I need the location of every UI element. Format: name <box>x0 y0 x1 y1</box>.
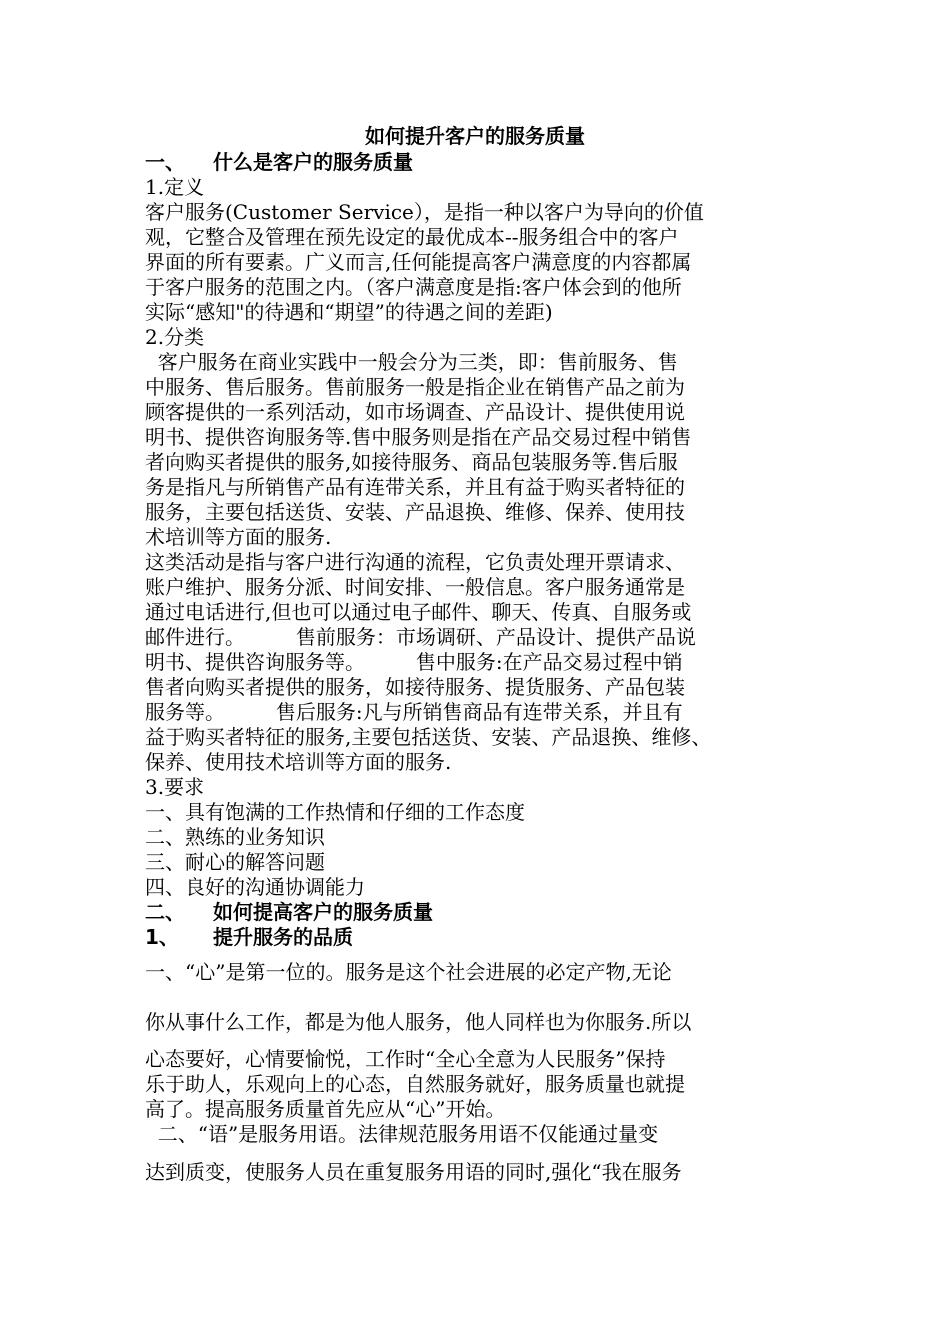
text-line: 邮件进行。 售前服务：市场调研、产品设计、提供产品说 <box>145 625 696 649</box>
list-item: 四、良好的沟通协调能力 <box>145 875 365 899</box>
text-line: 账户维护、服务分派、时间安排、一般信息。客户服务通常是 <box>145 575 685 599</box>
text-line: 明书、提供咨询服务等。 售中服务:在产品交易过程中销 <box>145 650 683 674</box>
text-line: 客户服务(Customer Service），是指一种以客户为导向的价值 <box>145 200 704 224</box>
text-line: 心态要好，心情要愉悦，工作时“全心全意为人民服务”保持 <box>145 1047 666 1071</box>
text-line: 达到质变，使服务人员在重复服务用语的同时,强化“我在服务 <box>145 1160 682 1184</box>
text-line: 高了。提高服务质量首先应从“心”开始。 <box>145 1097 506 1121</box>
section-2-1-title: 提升服务的品质 <box>213 925 353 949</box>
text-line: 观，它整合及管理在预先设定的最优成本--服务组合中的客户 <box>145 225 679 249</box>
text-line: 服务，主要包括送货、安装、产品退换、维修、保养、使用技 <box>145 500 685 524</box>
text-line: 服务等。 售后服务:凡与所销售商品有连带关系，并且有 <box>145 700 683 724</box>
text-line: 术培训等方面的服务. <box>145 525 332 549</box>
section-1-title: 什么是客户的服务质量 <box>213 150 413 174</box>
document-title: 如何提升客户的服务质量 <box>365 124 585 148</box>
list-item: 三、耐心的解答问题 <box>145 850 325 874</box>
text-line: 顾客提供的一系列活动，如市场调查、产品设计、提供使用说 <box>145 400 685 424</box>
sub-heading-definition: 1.定义 <box>145 175 205 199</box>
list-item: 二、熟练的业务知识 <box>145 825 325 849</box>
text-line: 通过电话进行,但也可以通过电子邮件、聊天、传真、自服务或 <box>145 600 692 624</box>
text-line: 于客户服务的范围之内。（客户满意度是指:客户体会到的他所 <box>145 275 682 299</box>
text-line: 客户服务在商业实践中一般会分为三类，即：售前服务、售 <box>145 350 678 374</box>
text-line: 中服务、售后服务。售前服务一般是指企业在销售产品之前为 <box>145 375 685 399</box>
list-item: 一、具有饱满的工作热情和仔细的工作态度 <box>145 800 525 824</box>
section-2-number: 二、 <box>145 900 185 924</box>
text-line: 你从事什么工作，都是为他人服务，他人同样也为你服务.所以 <box>145 1010 692 1034</box>
section-2-title: 如何提高客户的服务质量 <box>213 900 433 924</box>
text-line: 者向购买者提供的服务,如接待服务、商品包装服务等.售后服 <box>145 450 678 474</box>
text-line: 售者向购买者提供的服务，如接待服务、提货服务、产品包装 <box>145 675 685 699</box>
text-line: 这类活动是指与客户进行沟通的流程，它负责处理开票请求、 <box>145 550 685 574</box>
section-1-heading <box>145 150 413 174</box>
text-line: 明书、提供咨询服务等.售中服务则是指在产品交易过程中销售 <box>145 425 692 449</box>
sub-heading-requirements: 3.要求 <box>145 775 205 799</box>
section-2-1-heading <box>145 925 353 949</box>
section-2-heading <box>145 900 433 924</box>
section-2-1-number: 1、 <box>145 925 179 949</box>
text-line: 乐于助人，乐观向上的心态，自然服务就好，服务质量也就提 <box>145 1072 685 1096</box>
text-line: 一、“心”是第一位的。服务是这个社会进展的必定产物,无论 <box>145 960 672 984</box>
text-line: 务是指凡与所销售产品有连带关系，并且有益于购买者特征的 <box>145 475 685 499</box>
text-line: 实际“感知"的待遇和“期望”的待遇之间的差距) <box>145 300 553 324</box>
text-line: 二、“语”是服务用语。法律规范服务用语不仅能通过量变 <box>145 1122 659 1146</box>
section-1-number: 一、 <box>145 150 185 174</box>
sub-heading-classification: 2.分类 <box>145 325 205 349</box>
text-line: 界面的所有要素。广义而言,任何能提高客户满意度的内容都属 <box>145 250 692 274</box>
text-line: 保养、使用技术培训等方面的服务. <box>145 750 452 774</box>
text-line: 益于购买者特征的服务,主要包括送货、安装、产品退换、维修、 <box>145 725 712 749</box>
